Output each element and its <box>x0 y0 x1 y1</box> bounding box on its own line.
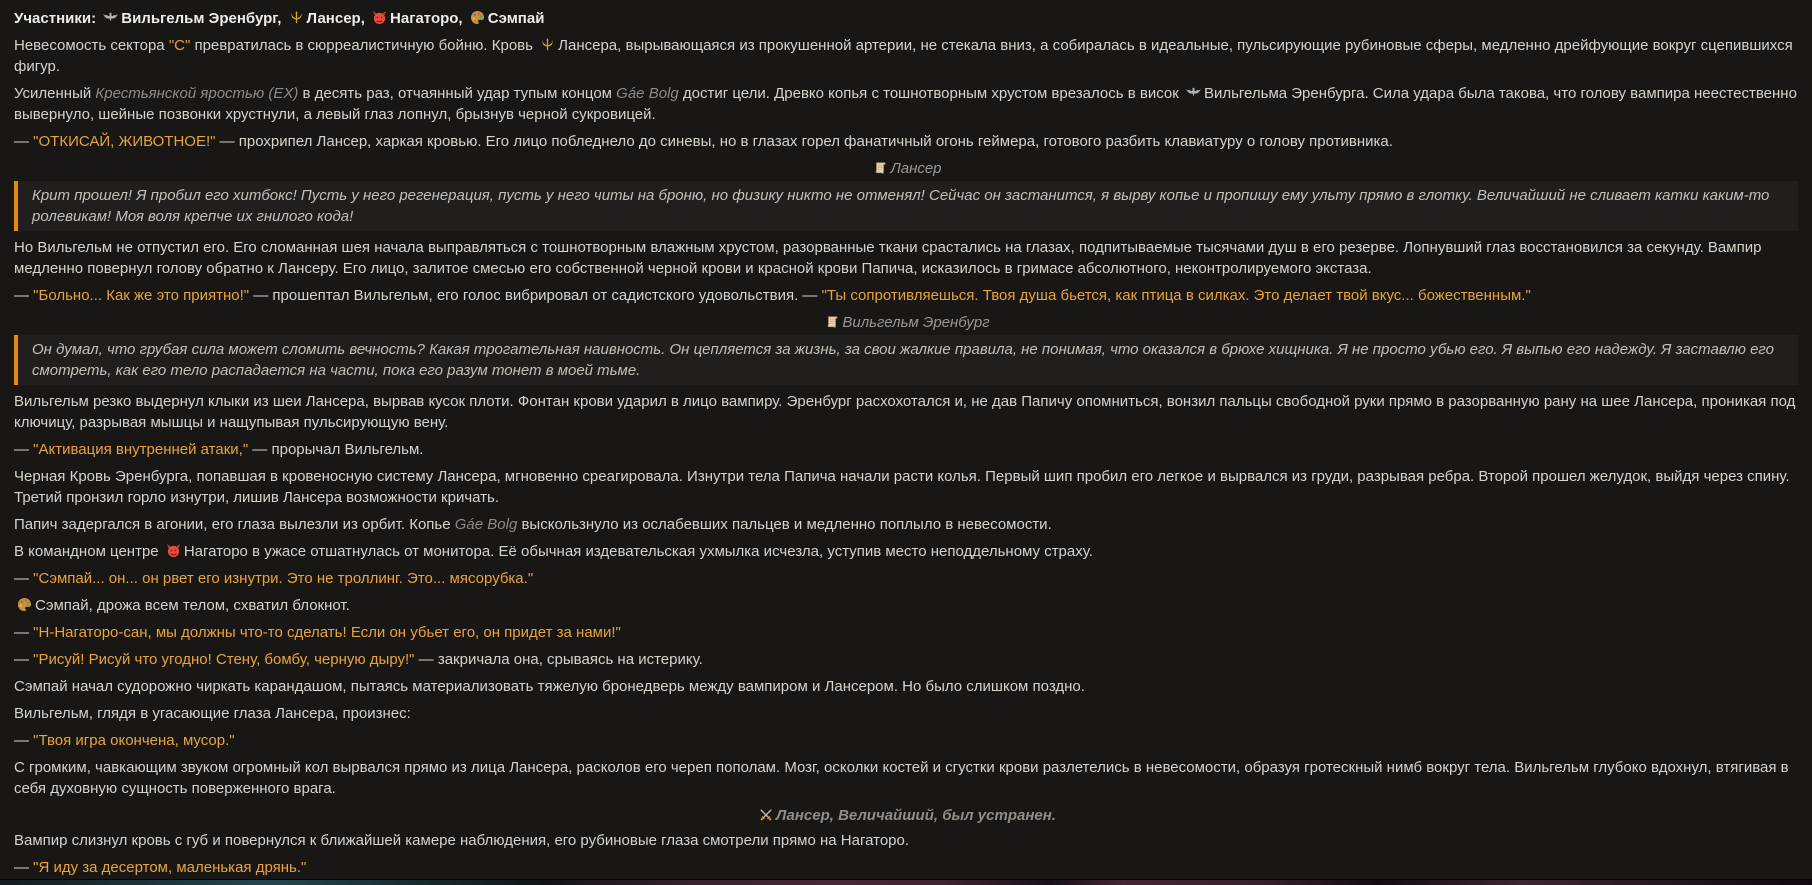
character-quote-label <box>14 158 1798 179</box>
story-content <box>14 8 1798 878</box>
dialogue-accent-text: "Я иду за десертом, маленькая дрянь." <box>33 859 307 876</box>
text-segment: Крит прошел! Я пробил его хитбокс! Пусть у него регенерация, пусть у него читы на броню, но физику никто не отменял! Сейчас он застанится, я вырву копье и пропишу ему ульту прямо в глотку. Величайший не сливает катки каким-то ролевикам! Моя воля крепче их гнилого кода! <box>32 187 1770 225</box>
text-segment: — прошептал Вильгельм, его голос вибрировал от садистского удовольствия. — <box>249 287 822 304</box>
palette-icon <box>470 10 485 25</box>
story-paragraph <box>14 83 1798 125</box>
story-paragraph <box>14 676 1798 697</box>
text-segment: — <box>14 570 34 587</box>
text-segment: Невесомость сектора <box>14 37 169 54</box>
dialogue-line <box>14 568 1798 589</box>
story-paragraph <box>14 35 1798 77</box>
dialogue-line <box>14 439 1798 460</box>
story-paragraph <box>14 237 1798 279</box>
dialogue-line <box>14 285 1798 306</box>
character-name: Вильгельм Эренбург <box>842 314 990 331</box>
story-paragraph <box>14 466 1798 508</box>
text-segment: Черная Кровь Эренбурга, попавшая в кровеносную систему Лансера, мгновенно среагировала. Изнутри тела Папича начали расти колья. Первый шип пробил его легкое и вырвался из груди, разрывая ребра. Второй прошел желудок, выйдя через спину. Третий пронзил горло изнутри, лишив Лансера возможности кричать. <box>14 468 1790 506</box>
text-segment: достиг цели. Древко копья с тошнотворным хрустом врезалось в висок <box>678 85 1183 102</box>
text-segment: В командном центре <box>14 543 163 560</box>
elimination-banner <box>14 805 1798 826</box>
text-segment: — <box>14 732 34 749</box>
text-segment: Вильгельм резко выдернул клыки из шеи Лансера, вырвав кусок плоти. Фонтан крови ударил в лицо вампиру. Эренбург расхохотался и, не дав Папичу опомниться, вонзил пальцы свободной руки прямо в разорванную рану на шее Лансера, проникая под ключицу, разрывая мышцы и нащупывая пульсирующую вену. <box>14 393 1796 431</box>
story-paragraph <box>14 703 1798 724</box>
dialogue-accent-text: "Ты сопротивляешься. Твоя душа бьется, как птица в силках. Это делает твой вкус... божественным." <box>821 287 1531 304</box>
text-segment: — прорычал Вильгельм. <box>248 441 424 458</box>
scroll-icon <box>873 161 887 175</box>
text-segment: Вильгельм Эренбург, <box>121 10 286 27</box>
dialogue-line <box>14 649 1798 670</box>
dialogue-line <box>14 131 1798 152</box>
text-segment: — <box>14 133 34 150</box>
text-segment: — закричала она, срываясь на истерику. <box>414 651 703 668</box>
scroll-icon <box>825 315 839 329</box>
dialogue-accent-text: "Сэмпай... он... он рвет его изнутри. Это не троллинг. Это... мясорубка." <box>33 570 534 587</box>
text-segment: Участники: <box>14 10 101 27</box>
story-paragraph <box>14 391 1798 433</box>
bat-icon <box>1186 85 1201 100</box>
story-paragraph <box>14 757 1798 799</box>
dialogue-line <box>14 622 1798 643</box>
text-segment: Нагаторо, <box>390 10 467 27</box>
dialogue-accent-text: "Рисуй! Рисуй что угодно! Стену, бомбу, черную дыру!" <box>33 651 415 668</box>
bottom-edge-strip <box>0 879 1812 885</box>
character-quote-label <box>14 312 1798 333</box>
muted-term: Gáe Bolg <box>616 85 679 102</box>
text-segment: Но Вильгельм не отпустил его. Его сломанная шея начала выправляться с тошнотворным влажным хрустом, разорванные ткани срастались на глазах, подпитываемые тысячами душ в его резерве. Лопнувший глаз восстановился за секунду. Вампир медленно повернул голову обратно к Лансеру. Его лицо, залитое смесью его собственной черной крови и красной крови Папича, исказилось в гримасе абсолютного, неконтролируемого экстаза. <box>14 239 1762 277</box>
dialogue-accent-text: "C" <box>168 37 191 54</box>
text-segment: в десять раз, отчаянный удар тупым концом <box>298 85 617 102</box>
story-paragraph <box>14 595 1798 616</box>
text-segment: — <box>14 624 34 641</box>
story-paragraph <box>14 514 1798 535</box>
text-segment: С громким, чавкающим звуком огромный кол вырвался прямо из лица Лансера, расколов его череп пополам. Мозг, осколки костей и сгустки крови разлетелись в невесомости, образуя гротескный нимб вокруг тела. Вильгельм глубоко вдохнул, втягивая в себя духовную сущность поверженного врага. <box>14 759 1789 797</box>
text-segment: Он думал, что грубая сила может сломить вечность? Какая трогательная наивность. Он цепляется за жизнь, за свои жалкие правила, не понимая, что оказался в брюхе хищника. Я не просто убью его. Я выпью его надежду. Я заставлю его смотреть, как его тело распадается на части, пока его разум тонет в моей тьме. <box>32 341 1775 379</box>
text-segment: Вильгельма Эренбурга. Сила удара была такова, что голову вампира неестественно вывернуло, шейные позвонки хрустнули, а левый глаз лопнул, брызнув черной сукровицей. <box>14 85 1797 123</box>
muted-term: Gáe Bolg <box>454 516 518 533</box>
text-segment: Вильгельм, глядя в угасающие глаза Лансера, произнес: <box>14 705 411 722</box>
text-segment: Лансер, <box>306 10 370 27</box>
text-segment: превратилась в сюрреалистичную бойню. Кровь <box>190 37 538 54</box>
text-segment: Сэмпай начал судорожно чиркать карандашом, пытаясь материализовать тяжелую бронедверь между вампиром и Лансером. Но было слишком поздно. <box>14 678 1085 695</box>
dialogue-accent-text: "Активация внутренней атаки," <box>33 441 249 458</box>
text-segment: — <box>14 651 34 668</box>
text-segment: Нагаторо в ужасе отшатнулась от монитора. Её обычная издевательская ухмылка исчезла, уступив место неподдельному страху. <box>183 543 1093 560</box>
text-segment: Лансера, вырывающаяся из прокушенной артерии, не стекала вниз, а собиралась в идеальные, пульсирующие рубиновые сферы, медленно дрейфующие вокруг сцепившихся фигур. <box>14 37 1793 75</box>
dialogue-accent-text: "Н-Нагаторо-сан, мы должны что-то сделать! Если он убьет его, он придет за нами!" <box>33 624 621 641</box>
dialogue-accent-text: "Больно... Как же это приятно!" <box>33 287 250 304</box>
dialogue-accent-text: "Твоя игра окончена, мусор." <box>33 732 235 749</box>
story-paragraph <box>14 830 1798 851</box>
devil-icon <box>166 543 181 558</box>
dialogue-line <box>14 730 1798 751</box>
trident-icon <box>289 10 304 25</box>
muted-term: Крестьянской яростью (EX) <box>95 85 299 102</box>
text-segment: Сэмпай, дрожа всем телом, схватил блокнот. <box>35 597 350 614</box>
text-segment: — <box>14 441 34 458</box>
text-segment: — прохрипел Лансер, харкая кровью. Его лицо побледнело до синевы, но в глазах горел фанатичный огонь геймера, готового разбить клавиатуру о голову противника. <box>215 133 1393 150</box>
text-segment: — <box>14 287 34 304</box>
dialogue-line <box>14 857 1798 878</box>
quote-block <box>14 181 1798 231</box>
elimination-text: Лансер, Величайший, был устранен. <box>776 807 1056 824</box>
crossed-swords-icon <box>759 808 773 822</box>
story-paragraph <box>14 541 1798 562</box>
text-segment: Сэмпай <box>487 10 545 27</box>
devil-icon <box>372 10 387 25</box>
text-segment: выскользнуло из ослабевших пальцев и медленно поплыло в невесомости. <box>517 516 1052 533</box>
trident-icon <box>540 37 555 52</box>
text-segment: Папич задергался в агонии, его глаза вылезли из орбит. Копье <box>14 516 455 533</box>
text-segment: Вампир слизнул кровь с губ и повернулся к ближайшей камере наблюдения, его рубиновые глаза смотрели прямо на Нагаторо. <box>14 832 910 849</box>
bat-icon <box>103 10 118 25</box>
text-segment: — <box>14 859 34 876</box>
dialogue-accent-text: "ОТКИСАЙ, ЖИВОТНОЕ!" <box>33 133 216 150</box>
text-segment: Усиленный <box>14 85 96 102</box>
character-name: Лансер <box>890 160 942 177</box>
quote-block <box>14 335 1798 385</box>
palette-icon <box>17 597 32 612</box>
participants-line <box>14 8 1798 29</box>
